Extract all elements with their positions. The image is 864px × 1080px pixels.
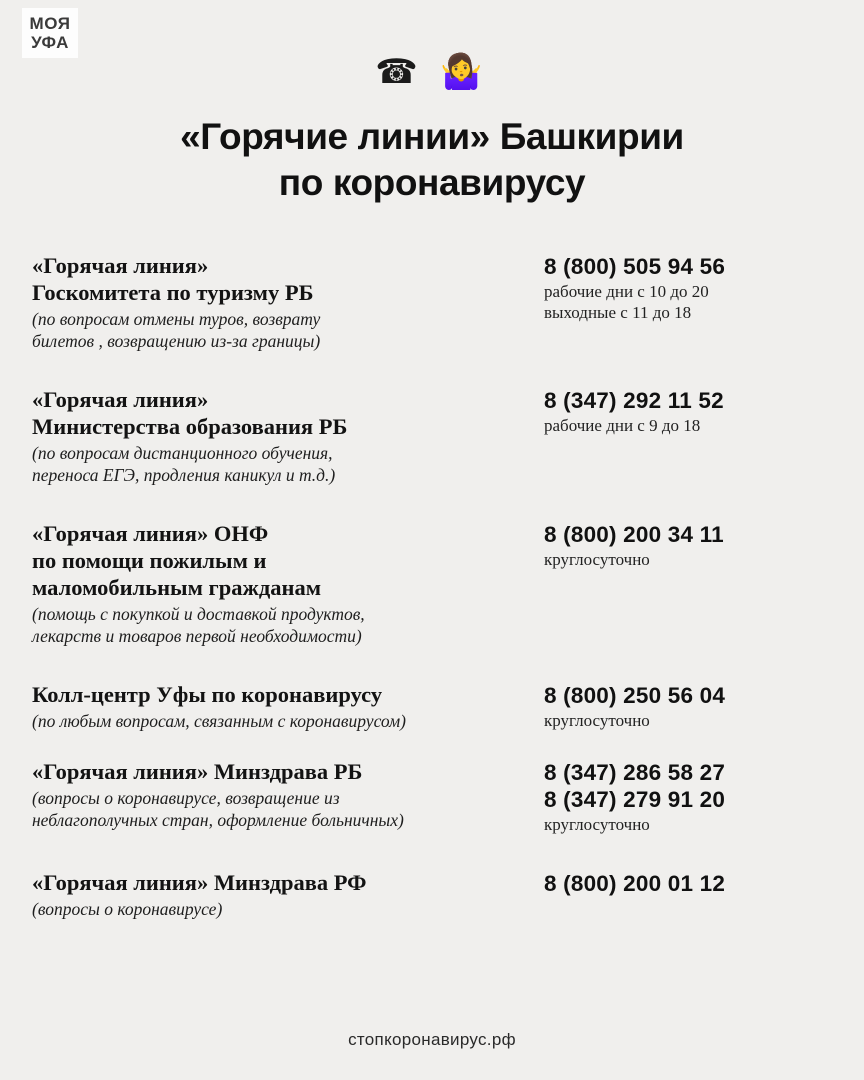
- list-item: [32, 869, 834, 920]
- hotline-title-line: «Горячая линия»: [32, 387, 209, 412]
- hotline-description: [32, 869, 544, 920]
- hotline-note-line: (вопросы о коронавирусе): [32, 899, 223, 919]
- page-title-line-2: по коронавирусу: [278, 162, 586, 203]
- hotline-title-line: «Горячая линия» Минздрава РБ: [32, 759, 363, 784]
- phone-number[interactable]: [544, 253, 834, 280]
- hotline-note: [32, 787, 534, 831]
- list-item: [32, 252, 834, 352]
- hotline-description: [32, 758, 544, 831]
- hotline-note-line: (вопросы о коронавирусе, возвращение из: [32, 788, 340, 808]
- list-item: [32, 520, 834, 647]
- hotline-contact: [544, 520, 834, 570]
- hotline-hours: [544, 710, 834, 731]
- logo-line-2: УФА: [31, 33, 69, 52]
- hotline-title: [32, 869, 534, 896]
- hotline-note-line: лекарств и товаров первой необходимости): [32, 626, 362, 646]
- hotline-description: [32, 681, 544, 732]
- hotline-description: [32, 520, 544, 647]
- hotline-note: [32, 308, 534, 352]
- phone-number-line: 8 (800) 250 56 04: [544, 683, 726, 708]
- hotline-contact: [544, 252, 834, 323]
- hotline-contact: [544, 681, 834, 731]
- page-title: [0, 114, 864, 206]
- list-item: [32, 681, 834, 732]
- telephone-icon: ☎: [375, 52, 424, 92]
- phone-number-line: 8 (347) 279 91 20: [544, 787, 726, 812]
- hotline-title-line: «Горячая линия» ОНФ: [32, 521, 269, 546]
- hotline-hours: [544, 549, 834, 570]
- hotline-title-line: Колл-центр Уфы по коронавирусу: [32, 682, 383, 707]
- logo-line-1: МОЯ: [29, 14, 71, 33]
- hotline-title: [32, 758, 534, 785]
- hotline-title-line: «Горячая линия» Минздрава РФ: [32, 870, 367, 895]
- hotline-title-line: маломобильным гражданам: [32, 575, 322, 600]
- hotline-title-line: «Горячая линия»: [32, 253, 209, 278]
- list-item: [32, 758, 834, 835]
- hotline-note-line: (по вопросам отмены туров, возврату: [32, 309, 321, 329]
- hotline-hours-line: круглосуточно: [544, 550, 650, 569]
- phone-number[interactable]: [544, 387, 834, 414]
- hotline-title: [32, 520, 534, 601]
- hotline-note-line: (по любым вопросам, связанным с коронавирусом): [32, 711, 406, 731]
- hotline-description: [32, 386, 544, 486]
- hotline-hours: [544, 281, 834, 323]
- phone-number-line: 8 (800) 200 01 12: [544, 871, 726, 896]
- logo-badge: [22, 8, 78, 58]
- person-shrugging-icon: 🤷‍♀️: [440, 52, 489, 92]
- phone-number[interactable]: [544, 521, 834, 548]
- hotline-note-line: неблагополучных стран, оформление больничных): [32, 810, 404, 830]
- hotline-contact: [544, 386, 834, 436]
- hotline-note-line: (по вопросам дистанционного обучения,: [32, 443, 333, 463]
- phone-number-line: 8 (800) 505 94 56: [544, 254, 726, 279]
- footer-site[interactable]: стопкоронавирус.рф: [348, 1030, 516, 1049]
- header-emoji-row: [0, 0, 864, 92]
- phone-number[interactable]: [544, 870, 834, 897]
- hotline-hours-line: выходные с 11 до 18: [544, 303, 692, 322]
- phone-number-line: 8 (800) 200 34 11: [544, 522, 724, 547]
- hotline-hours: [544, 814, 834, 835]
- hotline-hours-line: круглосуточно: [544, 711, 650, 730]
- hotline-title-line: по помощи пожилым и: [32, 548, 267, 573]
- hotline-hours-line: рабочие дни с 9 до 18: [544, 416, 701, 435]
- hotline-hours: [544, 415, 834, 436]
- hotline-title: [32, 681, 534, 708]
- hotline-note: [32, 710, 534, 732]
- hotline-note-line: билетов , возвращению из-за границы): [32, 331, 321, 351]
- phone-number[interactable]: [544, 759, 834, 813]
- phone-number[interactable]: [544, 682, 834, 709]
- hotline-title-line: Министерства образования РБ: [32, 414, 348, 439]
- page-title-line-1: «Горячие линии» Башкирии: [180, 116, 684, 157]
- phone-number-line: 8 (347) 292 11 52: [544, 388, 724, 413]
- hotline-title: [32, 386, 534, 440]
- hotline-title-line: Госкомитета по туризму РБ: [32, 280, 314, 305]
- list-item: [32, 386, 834, 486]
- hotline-note-line: переноса ЕГЭ, продления каникул и т.д.): [32, 465, 336, 485]
- hotline-contact: [544, 758, 834, 835]
- phone-number-line: 8 (347) 286 58 27: [544, 760, 726, 785]
- hotline-note-line: (помощь с покупкой и доставкой продуктов,: [32, 604, 365, 624]
- hotline-description: [32, 252, 544, 352]
- hotline-hours-line: круглосуточно: [544, 815, 650, 834]
- hotline-list: [0, 252, 864, 920]
- hotline-note: [32, 442, 534, 486]
- hotline-note: [32, 898, 534, 920]
- hotline-note: [32, 603, 534, 647]
- hotline-title: [32, 252, 534, 306]
- hotline-contact: [544, 869, 834, 897]
- hotline-hours-line: рабочие дни с 10 до 20: [544, 282, 709, 301]
